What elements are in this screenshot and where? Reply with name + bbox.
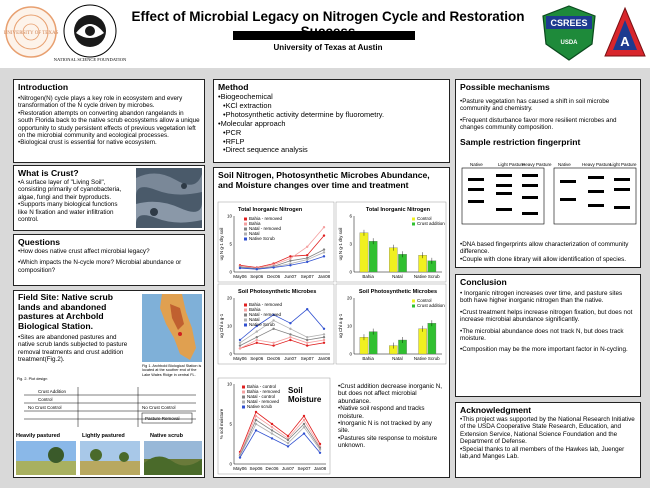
- data-point: [256, 330, 258, 332]
- y-axis-label: ug N g-1 dry soil: [219, 227, 224, 261]
- legend-entry: Native Scrub: [249, 322, 275, 327]
- data-point: [239, 267, 241, 269]
- legend-entry: Natal - control: [247, 394, 276, 399]
- data-point: [256, 268, 258, 270]
- legend-swatch: [244, 233, 247, 236]
- data-point: [255, 415, 257, 417]
- gel-label: Light Pasture: [498, 162, 525, 167]
- method-title: Method: [218, 82, 249, 92]
- y-tick-label: 0: [229, 351, 232, 357]
- army-text: A: [620, 34, 630, 49]
- x-tick-label: Bahia: [362, 274, 374, 279]
- data-point: [303, 426, 305, 428]
- bar: [389, 248, 397, 272]
- x-tick-label: May06: [233, 356, 247, 361]
- results-bullet: •Inorganic N is not tracked by any site.: [338, 420, 432, 435]
- y-tick-label: 3: [349, 241, 352, 247]
- photo-caption: Native scrub: [150, 433, 184, 439]
- poster-header: [0, 0, 650, 68]
- x-tick-label: Dec06: [267, 356, 281, 361]
- data-point: [272, 266, 274, 268]
- method-line: •KCl extraction: [223, 100, 272, 110]
- y-tick-label: 20: [226, 295, 232, 301]
- acknowledgment-bullet: •This project was supported by the National Research Initiative of the USDA Cooperative State Research, Education, and Extension Service, National Science Foundation and the Department of Defense.: [460, 416, 635, 446]
- data-point: [287, 439, 289, 441]
- legend-entry: Bahia: [249, 307, 261, 312]
- legend-swatch: [244, 324, 247, 327]
- introduction-section: [13, 79, 205, 163]
- method-line: •Molecular approach: [218, 118, 286, 128]
- data-point: [319, 448, 321, 450]
- field-site-section: [13, 290, 205, 478]
- data-point: [303, 419, 305, 421]
- legend-entry: Natal: [249, 317, 260, 322]
- data-point: [289, 336, 291, 338]
- method-line: •PCR: [223, 127, 242, 137]
- x-tick-label: Natal: [392, 274, 403, 279]
- data-point: [306, 308, 308, 310]
- data-point: [306, 254, 308, 256]
- photosynthetic-bar-chart: [336, 284, 446, 364]
- acknowledgment-section: [455, 402, 641, 478]
- csrees-logo-icon: [540, 4, 598, 62]
- x-tick-label: Sep06: [249, 466, 263, 471]
- data-point: [323, 342, 325, 344]
- data-point: [271, 423, 273, 425]
- intro-bullet: •Biological crust is essential for native ecosystem.: [18, 139, 157, 147]
- legend-swatch: [242, 386, 245, 389]
- conclusion-title: Conclusion: [460, 277, 507, 287]
- data-point: [271, 437, 273, 439]
- x-tick-label: Jun07: [284, 356, 297, 361]
- inorganic-n-bar-chart: [336, 202, 446, 282]
- data-point: [271, 429, 273, 431]
- photo-caption: Lightly pastured: [82, 433, 125, 439]
- data-point: [255, 411, 257, 413]
- army-logo-icon: [603, 6, 647, 58]
- legend-entry: Bahia - control: [247, 384, 277, 389]
- data-point: [289, 339, 291, 341]
- redacted-authors: [233, 31, 415, 40]
- results-bullet: •Native soil respond and tracks moisture.: [338, 405, 425, 420]
- conclusion-bullet: • Inorganic nitrogen increases over time, and pasture sites both have higher inorganic nitrogen than the native.: [460, 290, 623, 305]
- fingerprint-title: Sample restriction fingerprint: [460, 136, 581, 147]
- plot-label: Crust Addition: [38, 389, 67, 394]
- data-point: [255, 419, 257, 421]
- poster-title: Effect of Microbial Legacy on Nitrogen Cycle and Restoration: [131, 9, 525, 24]
- legend-entry: Native Scrub: [249, 236, 275, 241]
- data-point: [239, 342, 241, 344]
- legend-swatch: [412, 300, 415, 303]
- university-name: University of Texas at Austin: [273, 43, 383, 52]
- x-tick-label: Native Scrub: [413, 274, 440, 279]
- results-bullet: •Crust addition decrease inorganic N, but does not affect microbial abundance.: [338, 383, 443, 405]
- x-tick-label: Jan08: [313, 466, 327, 471]
- x-tick-label: Sep06: [250, 274, 264, 279]
- y-tick-label: 10: [226, 213, 232, 219]
- legend-swatch: [412, 218, 415, 221]
- data-point: [255, 429, 257, 431]
- data-point: [239, 347, 241, 349]
- plot-design-diagram: [18, 383, 202, 431]
- conclusion-bullet: •The microbial abundance does not track N, but does track moisture.: [460, 327, 624, 343]
- legend-swatch: [242, 401, 245, 404]
- plot-label: Pasture Removal: [145, 416, 180, 421]
- legend-entry: Control: [417, 216, 432, 221]
- gel-label: Native: [470, 162, 483, 167]
- y-tick-label: 5: [229, 241, 232, 247]
- seal-text: UNIVERSITY OF TEXAS: [3, 31, 59, 36]
- data-point: [289, 255, 291, 257]
- method-line: •Biogeochemical: [218, 92, 273, 101]
- legend-entry: Natal - removed: [249, 312, 282, 317]
- data-point: [256, 336, 258, 338]
- acknowledgment-title: Acknowledgment: [460, 405, 532, 415]
- y-tick-label: 10: [226, 323, 232, 329]
- legend-swatch: [242, 406, 245, 409]
- data-point: [323, 333, 325, 335]
- mechanisms-title: Possible mechanisms: [460, 82, 550, 92]
- x-tick-label: Native Scrub: [413, 356, 440, 361]
- y-tick-label: 5: [229, 421, 232, 427]
- legend-swatch: [244, 228, 247, 231]
- method-line: •Photosynthetic activity determine by fluorometry.: [223, 109, 385, 119]
- y-tick-label: 0: [229, 461, 232, 467]
- data-point: [256, 342, 258, 344]
- gel-fingerprint-2: [552, 160, 638, 226]
- legend-swatch: [244, 238, 247, 241]
- y-tick-label: 10: [346, 323, 352, 329]
- data-point: [306, 261, 308, 263]
- legend-entry: Natal: [249, 231, 260, 236]
- conclusion-bullet: •Composition may be the more important factor in N-cycling.: [460, 346, 628, 354]
- y-tick-label: 0: [349, 351, 352, 357]
- photosynthetic-line-chart: [218, 284, 334, 364]
- y-tick-label: 0: [349, 269, 352, 275]
- data-point: [306, 246, 308, 248]
- bar: [419, 329, 427, 354]
- legend-swatch: [242, 391, 245, 394]
- conclusion-bullet: •Crust treatment helps increase nitrogen fixation, but does not increase microbial abundance significantly.: [460, 308, 633, 324]
- data-point: [323, 336, 325, 338]
- conclusion-section: [455, 274, 641, 397]
- photo-caption: Heavily pastured: [16, 433, 61, 439]
- bar: [428, 323, 436, 354]
- data-point: [323, 248, 325, 250]
- data-point: [306, 336, 308, 338]
- legend-entry: Bahia - removed: [249, 216, 283, 221]
- x-tick-label: Jan08: [317, 356, 331, 361]
- legend-entry: Bahia - removed: [249, 302, 283, 307]
- lightly-pastured-photo: [80, 441, 140, 475]
- crust-bullet: •Supports many biological functions like N fixation and water infiltration control.: [18, 201, 118, 224]
- fingerprint-bullet: •DNA based fingerprints allow characterization of community difference.: [460, 241, 629, 256]
- data-point: [306, 344, 308, 346]
- legend-swatch: [244, 314, 247, 317]
- x-tick-label: Dec06: [267, 274, 281, 279]
- x-tick-label: Sep06: [250, 356, 264, 361]
- plot-label: No Crust Control: [142, 405, 176, 410]
- florida-map: [142, 294, 202, 362]
- y-axis-label: % soil moisture: [219, 408, 224, 440]
- results-bullet: •Pastures site response to moisture unknown.: [338, 434, 438, 450]
- method-line: •RFLP: [223, 136, 245, 146]
- inorganic-n-line-chart: [218, 202, 334, 282]
- data-point: [272, 344, 274, 346]
- gel-label: Light Pasture: [610, 162, 637, 167]
- mechanism-bullet: •Pasture vegetation has caused a shift in soil microbe community and chemistry.: [460, 98, 610, 113]
- data-point: [255, 423, 257, 425]
- x-tick-label: Jun07: [281, 466, 295, 471]
- fig1-caption: Fig 1. Archbold Biological Station is located at the souther end of the Lake Wales Ridge in central FL.: [142, 364, 202, 377]
- legend-swatch: [244, 319, 247, 322]
- fig2-caption: Fig. 2. Plot design: [17, 377, 48, 381]
- native-scrub-photo: [144, 441, 202, 475]
- question-item: •Which impacts the N-cycle more? Microbial abundance or composition?: [18, 259, 182, 274]
- legend-entry: Bahia - removed: [247, 389, 281, 394]
- data-point: [289, 328, 291, 330]
- data-point: [303, 415, 305, 417]
- soil-moisture-label: Soil Moisture: [288, 386, 322, 404]
- x-tick-label: Sep07: [300, 274, 314, 279]
- legend-swatch: [242, 396, 245, 399]
- legend-swatch: [412, 223, 415, 226]
- data-point: [323, 328, 325, 330]
- chart-title: Total Inorganic Nitrogen: [238, 207, 303, 213]
- bar: [360, 233, 368, 272]
- gel-label: Heavy Pasture: [522, 162, 552, 167]
- data-point: [323, 226, 325, 228]
- nsf-logo-icon: [53, 3, 127, 63]
- mechanism-bullet: •Frequent disturbance favor more resilient microbes and changes community composition.: [460, 116, 617, 132]
- x-tick-label: Bahia: [362, 356, 374, 361]
- x-tick-label: May06: [233, 274, 247, 279]
- data-point: [287, 442, 289, 444]
- legend-swatch: [244, 304, 247, 307]
- data-point: [271, 432, 273, 434]
- y-axis-label: ug N g-1 dry soil: [338, 227, 343, 261]
- data-point: [323, 251, 325, 253]
- plot-label: No Crust Control: [28, 405, 62, 410]
- legend-entry: Native scrub: [247, 404, 273, 409]
- legend-entry: Natal - removed: [247, 399, 280, 404]
- data-point: [323, 339, 325, 341]
- field-site-title: Field Site: Native scrub lands and abandoned pastures at Archbold Biological Station.: [18, 292, 114, 331]
- questions-title: Questions: [18, 237, 61, 247]
- x-tick-label: Jun07: [284, 274, 297, 279]
- data-point: [319, 452, 321, 454]
- y-tick-label: 20: [346, 295, 352, 301]
- csrees-text: CSREES: [550, 18, 588, 28]
- intro-bullet: •Restoration attempts on converting abandon rangelands in south Florida back to the native scrub ecosystems allow a unique opportunity to study persistent effects of previous vegetation left on the microbial community and ecological processes.: [18, 109, 200, 140]
- data-point: [289, 333, 291, 335]
- x-tick-label: May06: [233, 466, 247, 471]
- legend-swatch: [244, 309, 247, 312]
- acknowledgment-bullet: •Special thanks to all members of the Hawkes lab, Juenger lab,and Manges Lab.: [460, 445, 625, 461]
- method-section: [213, 79, 450, 163]
- data-point: [289, 322, 291, 324]
- data-point: [306, 258, 308, 260]
- data-point: [289, 264, 291, 266]
- data-point: [289, 260, 291, 262]
- y-tick-label: 10: [226, 381, 232, 387]
- crust-photo: [136, 168, 202, 228]
- bar: [369, 241, 377, 272]
- x-tick-label: Sep07: [297, 466, 311, 471]
- x-tick-label: Natal: [392, 356, 403, 361]
- questions-section: [13, 234, 205, 286]
- introduction-title: Introduction: [18, 82, 69, 92]
- x-tick-label: Sep07: [300, 356, 314, 361]
- y-tick-label: 0: [229, 269, 232, 275]
- question-item: •How does native crust affect microbial legacy?: [18, 248, 150, 255]
- data-point: [287, 445, 289, 447]
- legend-entry: Crust addition: [417, 221, 445, 226]
- chart-title: Soil Photosynthetic Microbes: [358, 289, 438, 295]
- data-point: [256, 339, 258, 341]
- y-tick-label: 6: [349, 213, 352, 219]
- intro-bullet: •Nitrogen(N) cycle plays a key role in ecosystem and every transformation of the N cycle driven by microbes.: [18, 95, 183, 110]
- data-point: [271, 426, 273, 428]
- mechanisms-section: [455, 79, 641, 268]
- method-line: •Direct sequence analysis: [223, 145, 308, 155]
- y-axis-label: ug Chl a g-1: [338, 313, 343, 339]
- chart-title: Total Inorganic Nitrogen: [365, 207, 431, 213]
- plot-label: Control: [38, 397, 53, 402]
- data-point: [239, 456, 241, 458]
- data-point: [272, 328, 274, 330]
- legend-swatch: [244, 223, 247, 226]
- legend-swatch: [244, 218, 247, 221]
- data-point: [272, 342, 274, 344]
- chart-frame: [218, 284, 334, 364]
- x-tick-label: Dec06: [265, 466, 279, 471]
- data-point: [323, 234, 325, 236]
- data-point: [239, 339, 241, 341]
- legend-entry: Natal - removed: [249, 226, 282, 231]
- data-point: [289, 257, 291, 259]
- chart-frame: [218, 202, 334, 282]
- gel-label: Native: [558, 162, 571, 167]
- gel-label: Heavy Pasture: [582, 162, 612, 167]
- crust-bullet: •A surface layer of "Living Soil", consisting primarily of cyanobacteria, algae, fungi and their byproducts.: [18, 179, 122, 201]
- legend-entry: Control: [417, 298, 432, 303]
- data-point: [239, 344, 241, 346]
- data-point: [303, 432, 305, 434]
- x-tick-label: Jan08: [317, 274, 331, 279]
- crust-title: What is Crust?: [18, 168, 79, 178]
- crust-section: [13, 165, 205, 231]
- heavily-pastured-photo: [16, 441, 76, 475]
- fingerprint-bullet: •Couple with clone library will allow identification of species.: [460, 255, 627, 263]
- legend-swatch: [412, 305, 415, 308]
- legend-entry: Bahia: [249, 221, 261, 226]
- field-site-bullet: •Sites are abandoned pastures and native scrub lands subjected to pasture removal treatments and crust addition treatment(Fig.2).: [18, 334, 128, 364]
- bar: [369, 332, 377, 354]
- results-section: [213, 167, 450, 478]
- chart-title: Soil Photosynthetic Microbes: [238, 289, 317, 295]
- data-point: [303, 423, 305, 425]
- data-point: [306, 339, 308, 341]
- gel-fingerprint-1: [460, 160, 552, 226]
- usda-text: USDA: [560, 40, 578, 46]
- legend-entry: Crust addition: [417, 303, 445, 308]
- y-axis-label: ug Chl a g-1: [219, 313, 224, 339]
- nsf-text: NATIONAL SCIENCE FOUNDATION: [53, 57, 127, 62]
- university-seal-icon: [4, 5, 58, 59]
- results-title: Soil Nitrogen, Photosynthetic Microbes Abundance, and Moisture changes over time and treatment: [218, 170, 430, 190]
- data-point: [306, 342, 308, 344]
- data-point: [323, 255, 325, 257]
